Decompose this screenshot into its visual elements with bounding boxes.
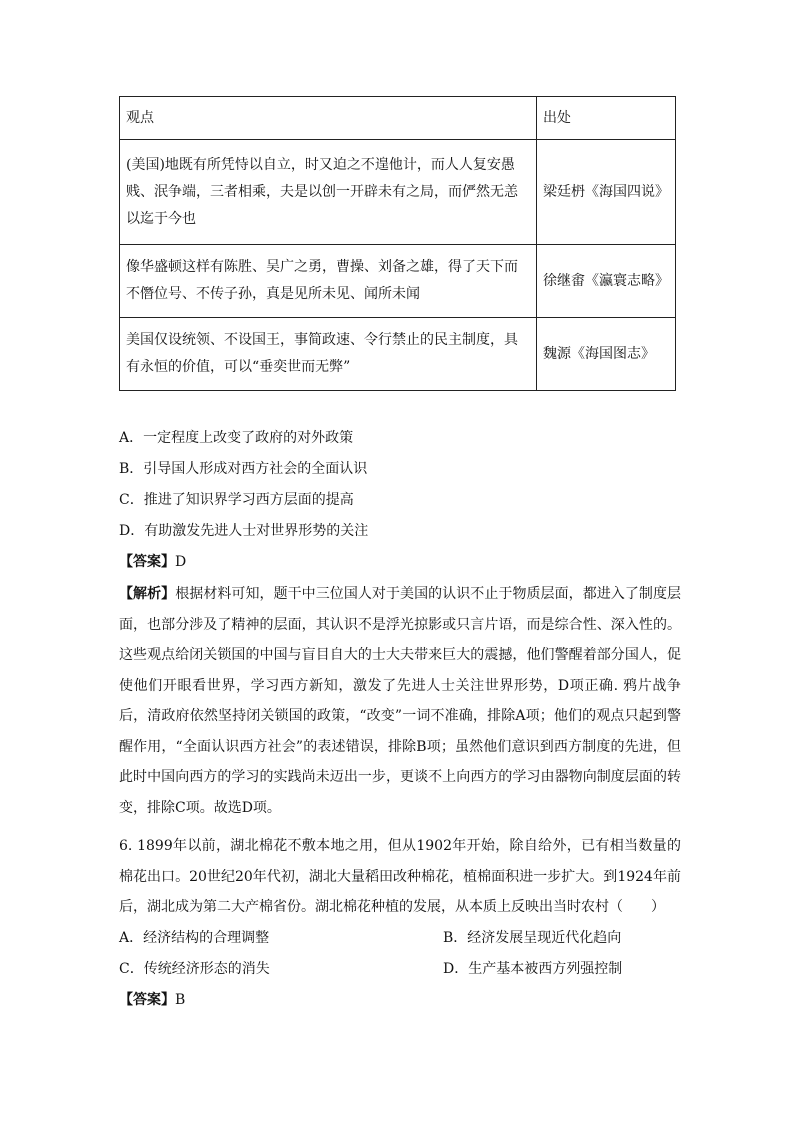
row-view: 像华盛顿这样有陈胜、吴广之勇，曹操、刘备之雄，得了天下而不僭位号、不传子孙，真是见所未见、闻所未闻 [120,245,537,318]
analysis-tag: 【解析】 [119,586,176,602]
q6-option-c: C．传统经济形态的消失 [119,961,270,977]
answer-value: B [175,992,186,1008]
row-source: 徐继畬《瀛寰志略》 [537,245,676,318]
q6-stem-text: 6. 1899年以前，湖北棉花不敷本地之用，但从1902年开始，除自给外，已有相当数量的棉花出口。20世纪20年代初，湖北大量稻田改种棉花，植棉面积进一步扩大。到1924年前后，湖北成为第二大产棉省份。湖北棉花种植的发展，从本质上反映出当时农村（ ） [119,838,681,915]
q6-option-b: B．经济发展呈现近代化趋向 [443,930,622,946]
q6-option-a: A．经济结构的合理调整 [119,930,270,946]
q5-option-d: D．有助激发先进人士对世界形势的关注 [119,523,369,539]
q6-stem [119,831,681,923]
answer-value: D [175,554,187,570]
table-row [120,140,676,245]
q5-answer [119,552,186,572]
q6-answer [119,990,185,1010]
row-view: 美国仅设统领、不设国王，事简政速、令行禁止的民主制度，具有永恒的价值，可以“垂奕世而无弊” [120,318,537,391]
table-header-row [120,97,676,140]
header-source: 出处 [537,97,676,140]
row-source: 魏源《海国图志》 [537,318,676,391]
analysis-text: 根据材料可知，题干中三位国人对于美国的认识不止于物质层面，都进入了制度层面，也部分涉及了精神的层面，其认识不是浮光掠影或只言片语，而是综合性、深入性的。这些观点给闭关锁国的中国与盲目自大的士大夫带来巨大的震撼，他们警醒着部分国人，促使他们开眼看世界，学习西方新知，激发了先进人士关注世界形势，D项正确. 鸦片战争后，清政府依然坚持闭关锁国的政策，“改变”一词不准确，排除A项；他们的观点只起到警醒作用，“全面认识西方社会”的表述错误，排除B项；虽然他们意识到西方制度的先进，但此时中国向西方的学习的实践尚未迈出一步，更谈不上向西方的学习由器物向制度层面的转变，排除C项。故选D项。 [119,586,682,816]
table-row [120,318,676,391]
row-view: (美国)地既有所凭恃以自立，时又迫之不遑他计，而人人复安愚贱、泯争端，三者相乘，夫是以创一开辟未有之局，而俨然无恙以迄于今也 [120,140,537,245]
q5-option-b: B．引导国人形成对西方社会的全面认识 [119,461,368,477]
source-table [119,96,676,391]
q6-option-d: D．生产基本被西方列强控制 [443,961,623,977]
header-view: 观点 [120,97,537,140]
q5-option-a: A．一定程度上改变了政府的对外政策 [119,430,354,446]
q5-option-c: C．推进了知识界学习西方层面的提高 [119,492,354,508]
answer-tag: 【答案】 [119,554,175,570]
answer-tag: 【答案】 [119,992,175,1008]
row-source: 梁廷枬《海国四说》 [537,140,676,245]
q5-analysis [119,579,681,823]
table-row [120,245,676,318]
